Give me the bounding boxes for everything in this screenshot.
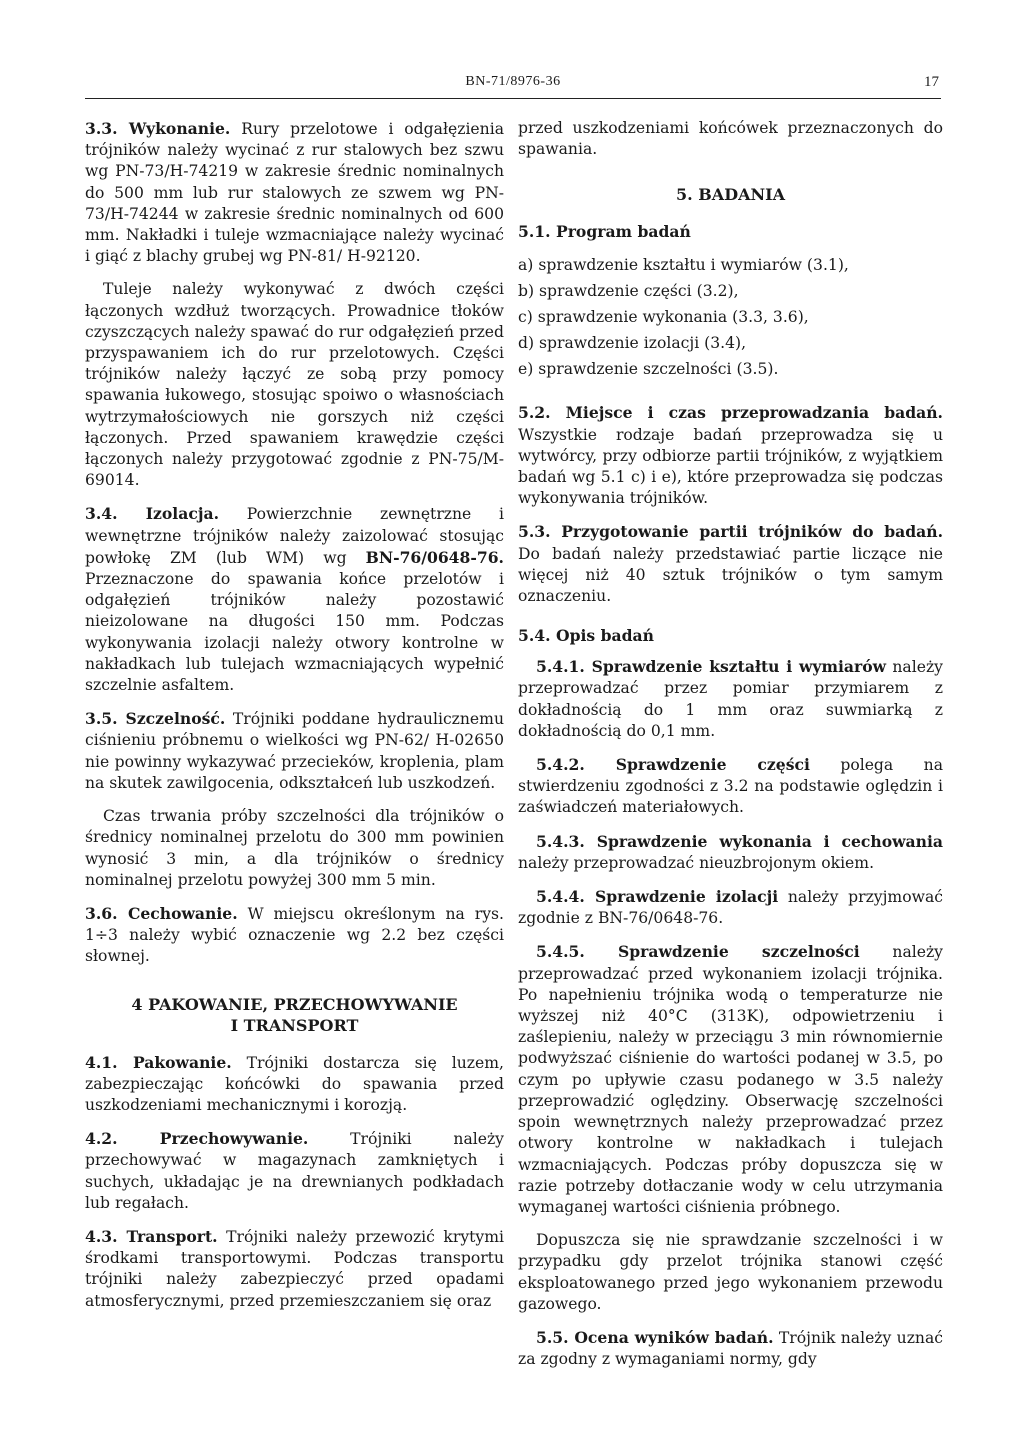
section-5-2 <box>518 402 943 509</box>
page-number: 17 <box>924 74 939 90</box>
section-4-3-text: Trójniki należy przewozić krytymi środkami transportowymi. Podczas transportu trójniki należy zabezpieczyć przed opadami atmosferycznymi, przed przemieszczaniem się oraz <box>85 1227 504 1310</box>
section-5-4-1 <box>518 656 943 742</box>
section-5-3-text: Do badań należy przedstawiać partie liczące nie więcej niż 40 sztuk trójników o tym samym oznaczeniu. <box>518 544 943 606</box>
section-5-5-title: 5.5. Ocena wyników badań. <box>536 1327 774 1347</box>
section-3-6-text: W miejscu określonym na rys. 1÷3 należy wybić oznaczenie wg 2.2 bez części słownej. <box>85 904 504 966</box>
section-5-4-5-text: należy przeprowadzać przed wykonaniem izolacji trójnika. Po napełnieniu trójnika wodą o temperaturze nie wyższej niż 40°C (313K), odpowietrzeniu i zaślepieniu, należy w przeciągu 3 min równomiernie podwyższać ciśnienie do wartości podanej w 3.5, po czym po upływie czasu podanego w 3.5 należy przeprowadzić oględziny. Obserwację szczelności spoin wewnętrznych należy przeprowadzać przez otwory kontrolne w nakładkach i tulejach wzmacniających. Podczas próby dopuszcza się w razie potrzeby dotłaczanie wody w celu utrzymania wymaganej wartości ciśnienia próbnego. <box>518 943 943 1216</box>
section-4-3 <box>85 1226 504 1312</box>
section-5-1-title: 5.1. Program badań <box>518 222 691 242</box>
section-5-4-3-text: należy przeprowadzać nieuzbrojonym okiem. <box>518 853 875 872</box>
section-4-1-title: 4.1. Pakowanie. <box>85 1052 232 1072</box>
section-5-4-2 <box>518 754 943 819</box>
continued-paragraph: przed uszkodzeniami końcówek przeznaczonych do spawania. <box>518 119 943 159</box>
section-5-4-3 <box>518 831 943 874</box>
section-5-heading: 5. BADANIA <box>675 185 786 205</box>
right-column <box>518 118 943 1382</box>
section-5-2-title: 5.2. Miejsce i czas przeprowadzania badań. <box>518 403 943 423</box>
section-5-4-2-title: 5.4.2. Sprawdzenie części <box>536 755 810 775</box>
section-3-6-title: 3.6. Cechowanie. <box>85 903 238 923</box>
section-3-5-title: 3.5. Szczelność. <box>85 709 226 729</box>
section-5-4-5-paragraph-2: Dopuszcza się nie sprawdzanie szczelności i w przypadku gdy przelot trójnika stanowi część eksploatowanego przed jego wykonaniem przewodu gazowego. <box>518 1231 943 1313</box>
section-4-2-text: Trójniki należy przechowywać w magazynach zamkniętych i suchych, układając je na drewnianych podkładach lub regałach. <box>85 1130 504 1212</box>
section-5-4-4-text: należy przyjmować zgodnie z BN-76/0648-76. <box>518 888 943 928</box>
section-4-heading-line-2: I TRANSPORT <box>230 1015 359 1035</box>
section-3-5 <box>85 708 504 794</box>
section-4-heading-line-1: 4 PAKOWANIE, PRZECHOWYWANIE <box>131 994 458 1014</box>
section-4-2-title: 4.2. Przechowywanie. <box>85 1129 309 1149</box>
list-item: e) sprawdzenie szczelności (3.5). <box>518 360 779 379</box>
section-3-3-text: Rury przelotowe i odgałęzienia trójników należy wycinać z rur stalowych bez szwu wg PN-73/H-74219 w zakresie średnic nominalnych do 500 mm lub rur stalowych ze szwem wg PN-73/H-74244 w zakresie średnic nominalnych od 600 mm. Nakładki i tuleje wzmacniające należy wycinać i giąć z blachy grubej wg PN-81/ H-92120. <box>85 120 504 266</box>
section-3-5-text: Trójniki poddane hydraulicznemu ciśnieniu próbnemu o wielkości wg PN-62/ H-02650 nie powinny wykazywać przecieków, kroplenia, plam na skutek zawilgocenia, odkształceń lub uszkodzeń. <box>85 710 504 792</box>
section-4-2 <box>85 1128 504 1214</box>
section-5-4-2-text: polega na stwierdzeniu zgodności z 3.2 na podstawie oględzin i zaświadczeń materiałowych. <box>518 756 943 817</box>
section-3-4-reference: BN-76/0648-76. <box>365 547 504 567</box>
section-3-4-text-a: Powierzchnie zewnętrzne i wewnętrzne trójników należy zaizolować stosując powłokę ZM (lub WM) wg <box>85 505 504 567</box>
section-3-6 <box>85 903 504 968</box>
section-5-4-4 <box>518 886 943 929</box>
section-3-4-title: 3.4. Izolacja. <box>85 504 220 524</box>
section-5-4-5 <box>518 941 943 1218</box>
section-3-5-paragraph-2: Czas trwania próby szczelności dla trójników o średnicy nominalnej przelotu do 300 mm powinien wynosić 3 min, a dla trójników o średnicy nominalnej przelotu powyżej 300 mm 5 min. <box>85 807 504 889</box>
program-list <box>518 252 943 382</box>
section-5-4-4-title: 5.4.4. Sprawdzenie izolacji <box>536 887 779 907</box>
section-3-3 <box>85 118 504 267</box>
section-3-4 <box>85 503 504 696</box>
section-4-1-text: Trójniki dostarcza się luzem, zabezpieczając końcówki do spawania przed uszkodzeniami mechanicznymi i korozją. <box>85 1053 504 1114</box>
section-5-4-title: 5.4. Opis badań <box>518 626 654 646</box>
list-item: d) sprawdzenie izolacji (3.4), <box>518 334 747 353</box>
section-4-heading <box>85 994 504 1036</box>
section-4-1 <box>85 1052 504 1117</box>
standard-code: BN-71/8976-36 <box>465 74 561 89</box>
section-5-5-text: Trójnik należy uznać za zgodny z wymaganiami normy, gdy <box>518 1328 943 1369</box>
list-item: c) sprawdzenie wykonania (3.3, 3.6), <box>518 308 809 327</box>
section-4-3-title: 4.3. Transport. <box>85 1226 218 1246</box>
section-5-2-text: Wszystkie rodzaje badań przeprowadza się u wytwórcy, przy odbiorze partii trójników, z wyjątkiem badań wg 5.1 c) i e), które przeprowadza się podczas wykonywania trójników. <box>518 425 943 508</box>
section-5-3 <box>518 521 943 607</box>
section-5-5 <box>518 1327 943 1370</box>
section-3-3-title: 3.3. Wykonanie. <box>85 119 231 138</box>
section-5-4-1-title: 5.4.1. Sprawdzenie kształtu i wymiarów <box>536 657 887 677</box>
list-item: a) sprawdzenie kształtu i wymiarów (3.1), <box>518 256 849 275</box>
section-5-4-1-text: należy przeprowadzać przez pomiar przymiarem z dokładnością do 1 mm oraz suwmiarką z dokładnością do 0,1 mm. <box>518 658 943 740</box>
section-5-4-5-title: 5.4.5. Sprawdzenie szczelności <box>536 942 860 962</box>
page-header <box>85 72 941 99</box>
section-3-4-text-b: Przeznaczone do spawania końce przelotów i odgałęzień trójników należy pozostawić nieizolowane na długości 150 mm. Podczas wykonywania izolacji należy otwory kontrolne w nakładkach lub tulejach wzmacniających wypełnić szczelnie asfaltem. <box>85 570 504 695</box>
left-column <box>85 118 504 1324</box>
section-5-3-title: 5.3. Przygotowanie partii trójników do badań. <box>518 522 943 542</box>
list-item: b) sprawdzenie części (3.2), <box>518 282 739 301</box>
section-5-4-3-title: 5.4.3. Sprawdzenie wykonania i cechowania <box>536 831 943 851</box>
section-3-3-paragraph-2: Tuleje należy wykonywać z dwóch części łączonych wzdłuż tworzących. Prowadnice tłoków czyszczących należy spawać do rur odgałęzień przed przyspawaniem ich do rur przelotowych. Części trójników należy łączyć ze sobą przy pomocy spawania łukowego, stosując spoiwo o własnościach wytrzymałościowych nie gorszych niż części łączonych. Przed spawaniem krawędzie części łączonych należy przygotować zgodnie z PN-75/M-69014. <box>85 280 504 490</box>
